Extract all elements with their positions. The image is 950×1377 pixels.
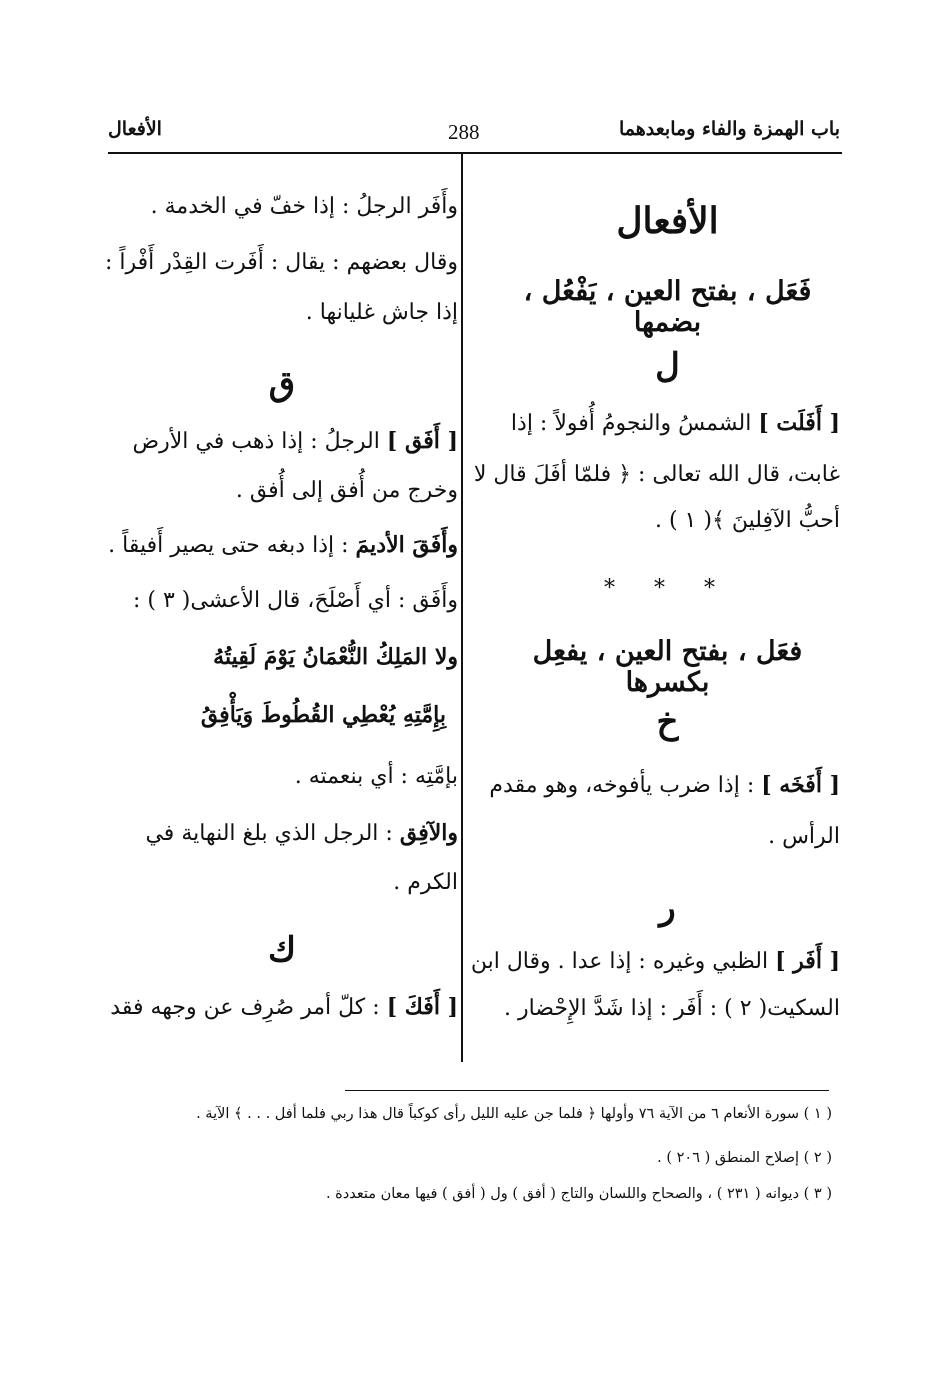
header-chapter-title: باب الهمزة والفاء ومابعدهما (619, 118, 840, 140)
left-bi-immatih: بإمَّتِه : أي بنعمته . (294, 764, 458, 789)
left-alafiq: والآفِق : الرجل الذي بلغ النهاية في (145, 820, 458, 846)
page-number: 288 (448, 120, 480, 144)
headword-afak: [ أَفَكَ ] (386, 994, 458, 1020)
section-heading-2: فعَل ، بفتح العين ، يفعِل بكسرها (532, 636, 803, 698)
footnote-2: ( ٢ ) إصلاح المنطق ( ٢٠٦ ) . (657, 1150, 832, 1166)
entry-afalat-line1: [ أَفَلَت ] الشمسُ والنجومُ أُفولاً : إذا (510, 410, 840, 436)
right-column (470, 0, 840, 1080)
entry-afar-line2: السكيت( ٢ ) : أَفَر : إذا شَدَّ الإِحْضار . (503, 996, 840, 1021)
main-title: الأفعال (616, 200, 719, 242)
entry-afalat-line3: أحبُّ الآفِلينَ ﴾( ١ ) . (654, 508, 840, 533)
headword-afalat: [ أَفَلَت ] (758, 410, 840, 436)
left-line2: وقال بعضهم : يقال : أَفَرت القِدْر أَفْراً : (104, 250, 458, 275)
letter-heading-lam: ل (655, 346, 680, 386)
section-separator: * * * (604, 576, 731, 601)
headword-afar: [ أَفَر ] (775, 948, 840, 974)
entry-afakhahu-line1: [ أَفَخَه ] : إذا ضرب يأفوخه، وهو مقدم (489, 772, 840, 798)
letter-heading-qaf: ق (268, 364, 296, 404)
left-afaq-aslah: وأَفَق : أي أَصْلَحَ، قال الأعشى( ٣ ) : (132, 588, 458, 613)
entry-afaq-line1: [ أَفَق ] الرجلُ : إذا ذهب في الأرض (132, 428, 458, 454)
header-section-title: الأفعال (108, 118, 162, 140)
headword-afakhahu: [ أَفَخَه ] (761, 772, 840, 798)
entry-afakhahu-line2: الرأس . (768, 824, 840, 849)
entry-afak-line1: [ أَفَكَ ] : كلّ أمر صُرِف عن وجهه فقد (110, 994, 458, 1020)
left-column (106, 0, 458, 1080)
headword-afaq: [ أَفَق ] (386, 428, 458, 454)
section-heading-1: فَعَل ، بفتح العين ، يَفْعُل ، بضمها (523, 276, 812, 338)
column-divider (461, 154, 463, 1062)
footnote-1: ( ١ ) سورة الأنعام ٦ من الآية ٧٦ وأولها ﴿ فلما جن عليه الليل رأى كوكباً قال هذا ربي فلما أفل . . . ﴾ الآية . (196, 1106, 832, 1122)
left-line1: وأَفَر الرجلُ : إذا خفّ في الخدمة . (150, 194, 458, 219)
poem-verse-2: بِإِمَّتِهِ يُعْطِي القُطُوطَ وَيَأْفِقُ (200, 702, 446, 728)
entry-afalat-line2: غابت، قال الله تعالى : ﴿ فلمّا أفَلَ قال لا (473, 462, 840, 487)
letter-heading-ra: ر (659, 888, 676, 928)
entry-afaq-line2: وخرج من أُفق إلى أُفق . (235, 478, 458, 503)
letter-heading-kaf: ك (267, 930, 297, 970)
footnote-rule (345, 1090, 829, 1091)
footnote-3: ( ٣ ) ديوانه ( ٢٣١ ) ، والصحاح واللسان والتاج ( أفق ) ول ( أفق ) فيها معان متعددة . (325, 1186, 832, 1202)
poem-verse-1: ولا المَلِكُ النُّعْمَانُ يَوْمَ لَقِيتُهُ (213, 644, 458, 670)
left-line3: إذا جاش غليانها . (305, 300, 458, 325)
entry-afar-line1: [ أَفَر ] الظبي وغيره : إذا عدا . وقال ابن (470, 948, 840, 974)
left-afaqa-adim: وأَفَقَ الأديمَ : إذا دبغه حتى يصير أَفيقاً . (108, 532, 458, 558)
left-alkaram: الكرم . (393, 870, 458, 895)
letter-heading-kha: خ (656, 702, 679, 742)
